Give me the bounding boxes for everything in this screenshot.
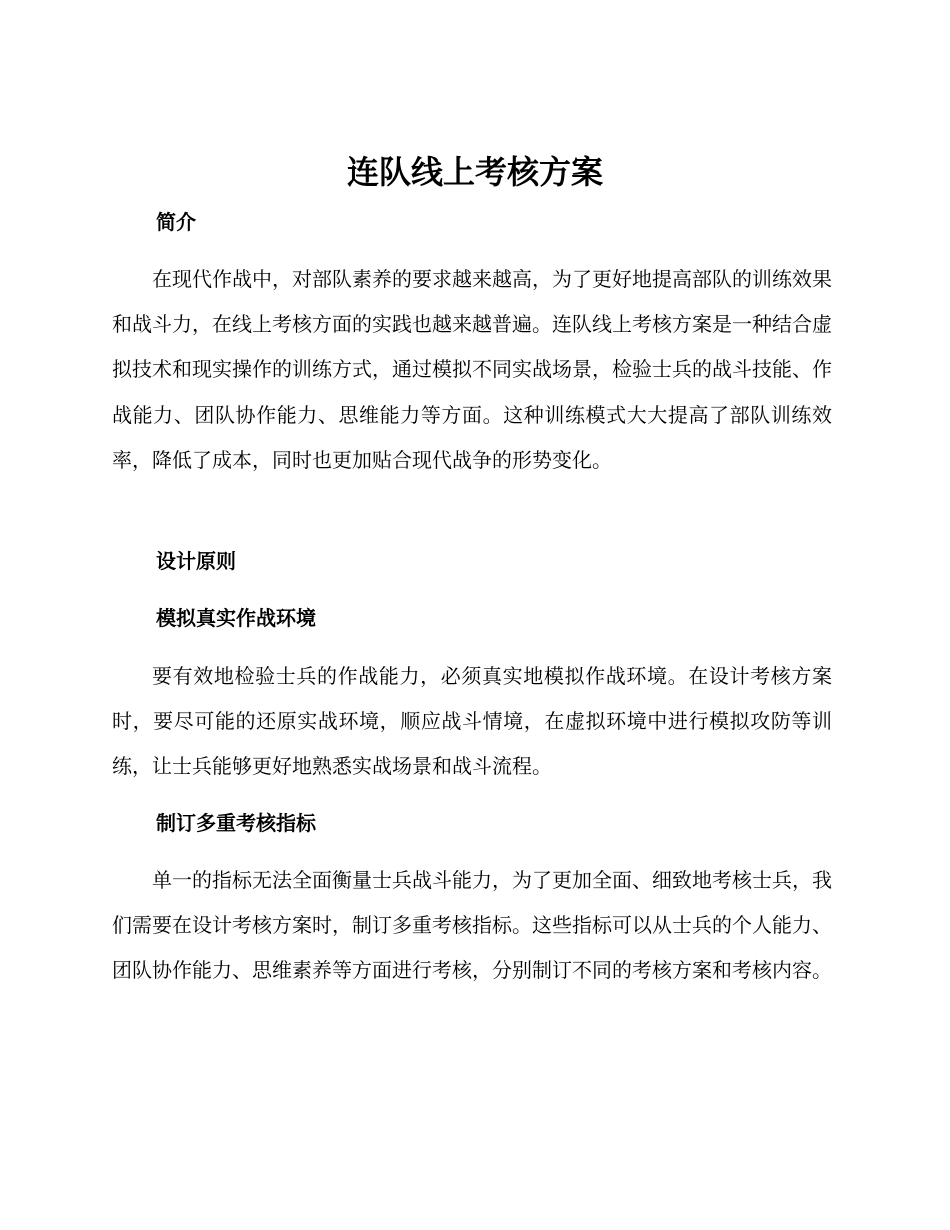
section-heading-intro: 简介 bbox=[156, 210, 196, 234]
section-paragraph-intro: 在现代作战中，对部队素养的要求越来越高，为了更好地提高部队的训练效果和战斗力，在线上考核方面的实践也越来越普遍。连队线上考核方案是一种结合虚拟技术和现实操作的训练方式，通过模拟不同实战场景，检验士兵的战斗技能、作战能力、团队协作能力、思维能力等方面。这种训练模式大大提高了部队训练效率，降低了成本，同时也更加贴合现代战争的形势变化。 bbox=[112, 267, 832, 472]
section-paragraph-multiple-indicators: 单一的指标无法全面衡量士兵战斗能力，为了更加全面、细致地考核士兵，我们需要在设计考核方案时，制订多重考核指标。这些指标可以从士兵的个人能力、团队协作能力、思维素养等方面进行考核，分别制订不同的考核方案和考核内容。 bbox=[112, 868, 832, 983]
document-title: 连队线上考核方案 bbox=[346, 153, 603, 191]
section-paragraph-simulate-combat: 要有效地检验士兵的作战能力，必须真实地模拟作战环境。在设计考核方案时，要尽可能的还原实战环境，顺应战斗情境，在虚拟环境中进行模拟攻防等训练，让士兵能够更好地熟悉实战场景和战斗流程。 bbox=[112, 664, 832, 779]
section-heading-multiple-indicators: 制订多重考核指标 bbox=[156, 811, 316, 835]
section-heading-design-principles: 设计原则 bbox=[156, 549, 236, 573]
section-heading-simulate-combat: 模拟真实作战环境 bbox=[156, 606, 316, 630]
